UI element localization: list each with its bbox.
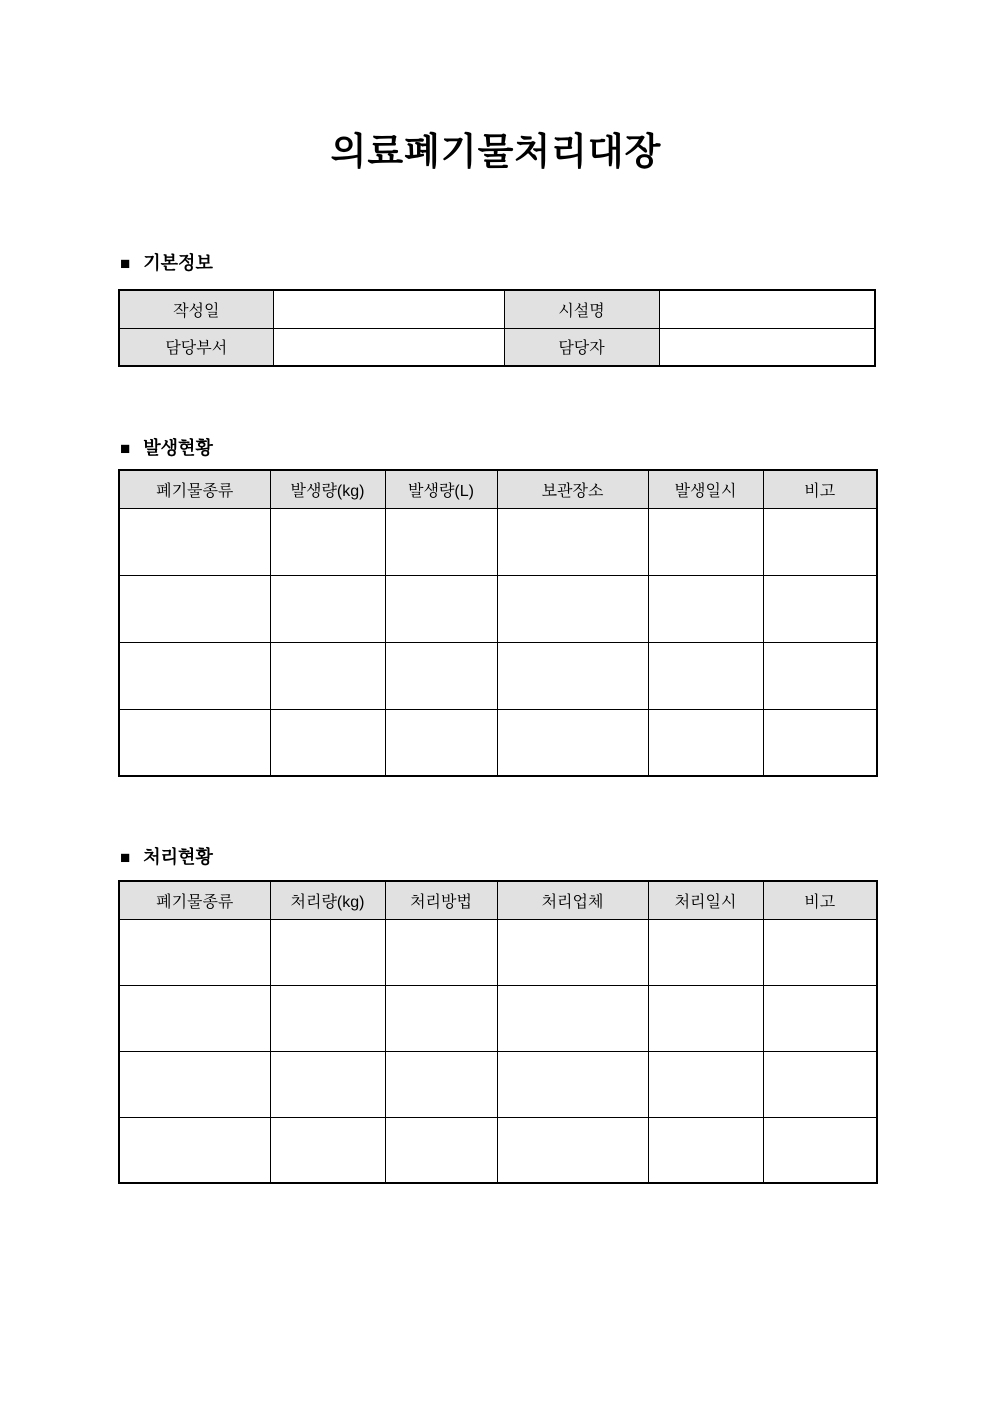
empty-entry-row [119, 919, 877, 985]
section-label-generation: 발생현황 [143, 438, 213, 458]
generation-header-row [119, 470, 877, 508]
col-header-treatment-company: 처리업체 [497, 881, 648, 919]
empty-entry-row [119, 709, 877, 776]
empty-entry-cell [119, 575, 270, 642]
empty-entry-cell [497, 575, 648, 642]
empty-entry-cell [385, 709, 497, 776]
value-cell-manager [659, 328, 875, 366]
empty-entry-row [119, 985, 877, 1051]
empty-entry-row [119, 1117, 877, 1183]
empty-entry-cell [385, 1117, 497, 1183]
col-header-remarks: 비고 [763, 470, 877, 508]
empty-entry-cell [648, 1117, 763, 1183]
col-header-waste-type: 폐기물종류 [119, 881, 270, 919]
col-header-treated-datetime: 처리일시 [648, 881, 763, 919]
empty-entry-cell [763, 642, 877, 709]
empty-entry-cell [763, 1117, 877, 1183]
section-label-treatment: 처리현황 [143, 847, 213, 867]
section-heading-generation [120, 437, 213, 459]
col-header-waste-type: 폐기물종류 [119, 470, 270, 508]
basic-info-table [118, 289, 876, 367]
empty-entry-cell [648, 985, 763, 1051]
empty-entry-cell [497, 642, 648, 709]
empty-entry-cell [497, 1117, 648, 1183]
empty-entry-cell [763, 709, 877, 776]
empty-entry-cell [385, 575, 497, 642]
value-cell-created-date [273, 290, 504, 328]
empty-entry-cell [270, 985, 385, 1051]
label-cell-manager: 담당자 [504, 328, 659, 366]
generation-table [118, 469, 878, 777]
label-cell-created-date: 작성일 [119, 290, 273, 328]
col-header-treatment-method: 처리방법 [385, 881, 497, 919]
empty-entry-row [119, 508, 877, 575]
value-cell-facility-name [659, 290, 875, 328]
empty-entry-cell [270, 919, 385, 985]
empty-entry-cell [763, 575, 877, 642]
empty-entry-cell [497, 508, 648, 575]
empty-entry-cell [270, 575, 385, 642]
empty-entry-cell [763, 919, 877, 985]
section-heading-basic-info [120, 252, 213, 274]
label-cell-department: 담당부서 [119, 328, 273, 366]
col-header-storage-place: 보관장소 [497, 470, 648, 508]
section-label-basic-info: 기본정보 [143, 253, 213, 273]
document-title: 의료폐기물처리대장 [330, 131, 662, 172]
empty-entry-cell [497, 919, 648, 985]
empty-entry-cell [270, 709, 385, 776]
empty-entry-cell [648, 508, 763, 575]
empty-entry-cell [763, 1051, 877, 1117]
black-square-icon: ■ [120, 847, 131, 867]
empty-entry-cell [497, 1051, 648, 1117]
basic-info-row [119, 328, 875, 366]
empty-entry-cell [385, 1051, 497, 1117]
empty-entry-row [119, 642, 877, 709]
basic-info-row [119, 290, 875, 328]
empty-entry-cell [385, 642, 497, 709]
empty-entry-cell [763, 985, 877, 1051]
empty-entry-cell [385, 508, 497, 575]
empty-entry-cell [763, 508, 877, 575]
empty-entry-cell [648, 709, 763, 776]
empty-entry-cell [270, 1051, 385, 1117]
label-cell-facility-name: 시설명 [504, 290, 659, 328]
empty-entry-cell [119, 1051, 270, 1117]
empty-entry-cell [119, 919, 270, 985]
empty-entry-cell [648, 642, 763, 709]
empty-entry-cell [648, 575, 763, 642]
empty-entry-cell [648, 1051, 763, 1117]
empty-entry-cell [119, 508, 270, 575]
empty-entry-cell [270, 642, 385, 709]
empty-entry-cell [385, 985, 497, 1051]
col-header-generated-kg: 발생량(kg) [270, 470, 385, 508]
empty-entry-cell [119, 985, 270, 1051]
empty-entry-cell [119, 642, 270, 709]
col-header-remarks: 비고 [763, 881, 877, 919]
section-heading-treatment [120, 846, 213, 868]
empty-entry-cell [270, 1117, 385, 1183]
black-square-icon: ■ [120, 438, 131, 458]
treatment-table [118, 880, 878, 1184]
empty-entry-cell [270, 508, 385, 575]
empty-entry-cell [385, 919, 497, 985]
value-cell-department [273, 328, 504, 366]
empty-entry-cell [119, 709, 270, 776]
col-header-treated-kg: 처리량(kg) [270, 881, 385, 919]
empty-entry-row [119, 1051, 877, 1117]
empty-entry-cell [497, 985, 648, 1051]
treatment-header-row [119, 881, 877, 919]
empty-entry-cell [497, 709, 648, 776]
empty-entry-cell [119, 1117, 270, 1183]
empty-entry-cell [648, 919, 763, 985]
black-square-icon: ■ [120, 253, 131, 273]
empty-entry-row [119, 575, 877, 642]
col-header-generated-l: 발생량(L) [385, 470, 497, 508]
col-header-generated-datetime: 발생일시 [648, 470, 763, 508]
